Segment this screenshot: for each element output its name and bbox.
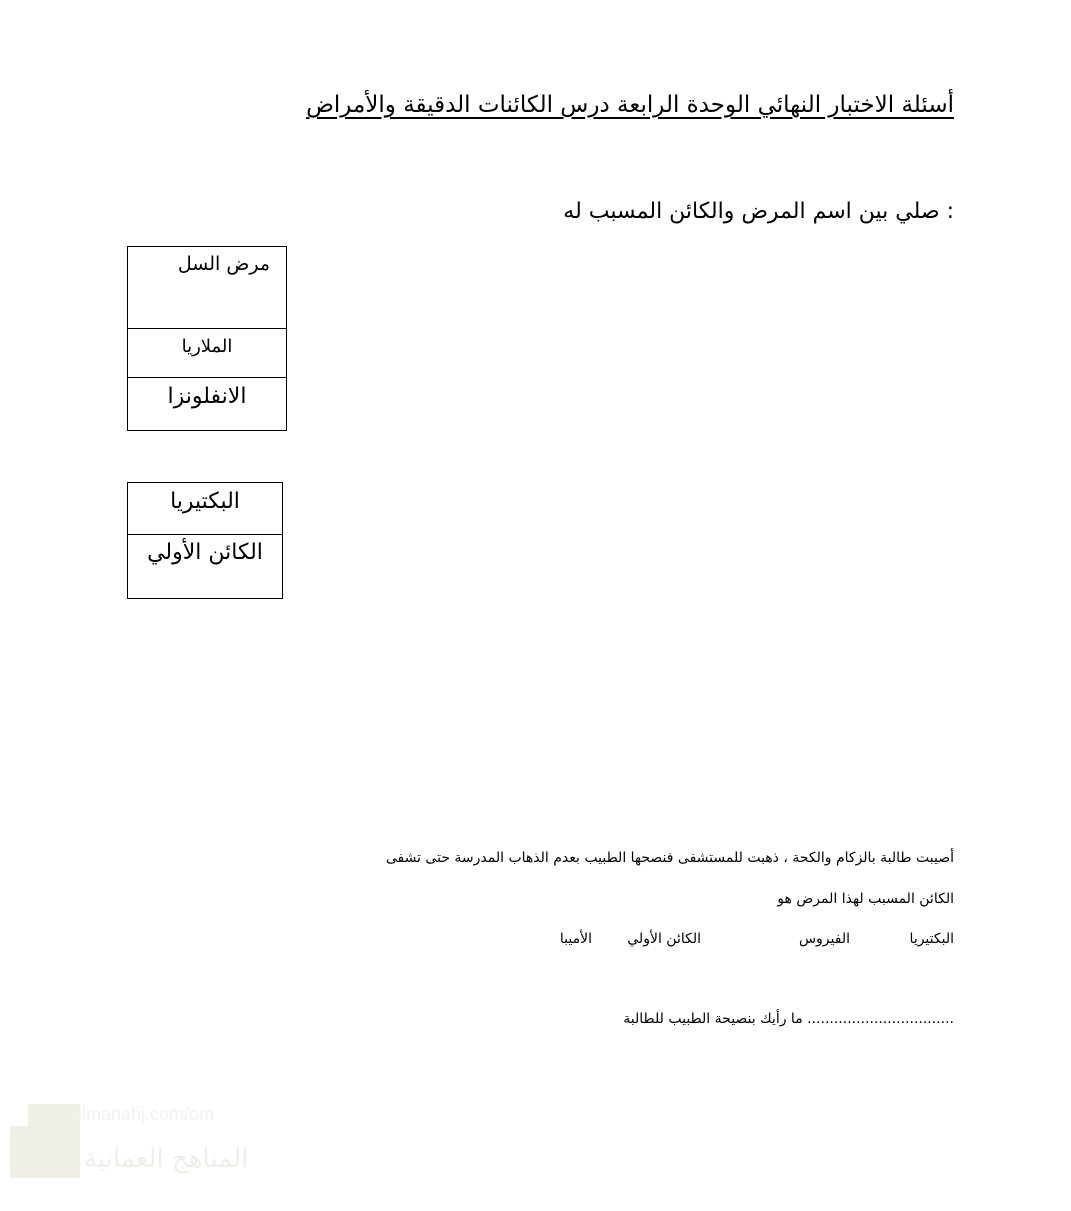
worksheet-title: أسئلة الاختبار النهائي الوحدة الرابعة درس الكائنات الدقيقة والأمراض	[306, 92, 954, 118]
watermark-logo	[10, 1104, 250, 1184]
organisms-table	[127, 482, 283, 599]
organism-cell-protist: الكائن الأولي	[147, 540, 263, 565]
organism-cell-bacteria: البكتيريا	[128, 483, 282, 535]
opinion-question: ................................. ما رأيك بنصيحة الطبيب للطالبة	[623, 1011, 954, 1027]
watermark-url: almanahj.com/om	[72, 1104, 215, 1124]
scenario-text: أصيبت طالبة بالزكام والكحة ، ذهبت للمستشفى فنصحها الطبيب بعدم الذهاب المدرسة حتى تشفى	[385, 850, 954, 866]
disease-cell-influenza: الانفلونزا	[167, 384, 247, 409]
disease-cell-malaria: الملاريا	[128, 329, 286, 378]
option-protist[interactable]: الكائن الأولي	[627, 931, 701, 947]
option-bacteria[interactable]: البكتيريا	[909, 931, 954, 947]
option-virus[interactable]: الفيروس	[798, 931, 850, 947]
disease-cell-tuberculosis: مرض السل	[128, 247, 286, 329]
watermark-name: المناهج العمانية	[84, 1144, 249, 1174]
cause-question: الكائن المسبب لهذا المرض هو	[777, 891, 954, 907]
option-amoeba[interactable]: الأميبا	[559, 931, 592, 947]
matching-instruction: : صلي بين اسم المرض والكائن المسبب له	[563, 199, 954, 224]
diseases-table	[127, 246, 287, 431]
